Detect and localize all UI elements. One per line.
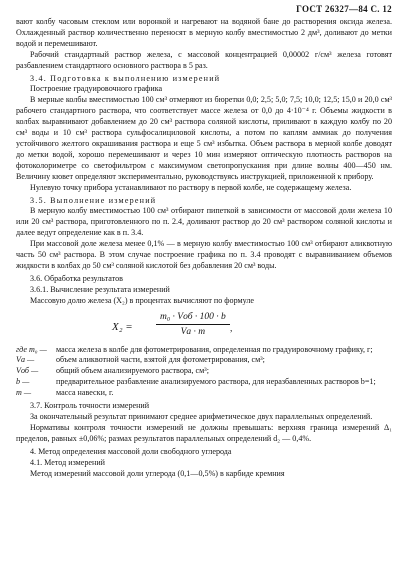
variable-symbol: Vоб — — [16, 366, 39, 376]
section-heading: 3.7. Контроль точности измерений — [30, 401, 150, 411]
paragraph: При массовой доле железа менее 0,1% — в мерную колбу вместимостью 100 см³ отбирают аликвотную часть 50 см³ раствора. В этом случае построение графика по п. 3.4 проводят с выравниванием объемов жидкости в колбах до 50 см³ соляной кислотой без добавления 20 см³ воды. — [16, 239, 392, 270]
paragraph: В мерную колбу вместимостью 100 см³ отбирают пипеткой в зависимости от массовой доли железа 10 или 20 см³ раствора, приготовленного по п. 2.4, доливают раствор до 20 см³ раствором соляной кислоты и далее ведут определение как в п. 3.4. — [16, 206, 392, 238]
variable-symbol: Vа — — [16, 355, 35, 365]
section-heading: 3.5. Выполнение измерений — [30, 195, 157, 205]
variable-description: общий объем анализируемого раствора, см³; — [56, 366, 209, 376]
variable-description: предварительное разбавление анализируемого раствора, для неразбавленных растворов b=1; — [56, 377, 376, 387]
paragraph: Массовую долю железа (X₂) в процентах вычисляют по формуле — [30, 295, 254, 305]
formula-denominator: Vа · m — [180, 326, 206, 337]
subheading: Построение градуировочного графика — [30, 84, 163, 94]
formula-fraction — [156, 310, 233, 339]
section-heading: 3.4. Подготовка к выполнению измерений — [30, 73, 221, 83]
variable-description: объем аликвотной части, взятой для фотометрирования, см³; — [56, 355, 265, 365]
section-heading: 4. Метод определения массовой доли свободного углерода — [30, 446, 232, 456]
formula-lhs: X₂ = — [112, 320, 133, 333]
paragraph: В мерные колбы вместимостью 100 см³ отмеряют из бюретки 0,0; 2,5; 5,0; 7,5; 10,0; 12,5; 15,0 и 20,0 см³ рабочего стандартного раствора, что соответствует массе железа от 0,0 до 4·10⁻⁴ г. Объемы жидкости в колбах выравнивают добавлением до 20 см³ раствора соляной кислоты, приливают в каждую колбу по 20 см³ воды и 10 см³ раствора сульфосалициловой кислоты, а потом по каплям аммиак до получения устойчивого желтого окрашивания раствора и еще 5 см³ избытка. Объем раствора в мерной колбе доводят до метки водой, хорошо перемешивают и через 10 мин измеряют оптическую плотность растворов на фотоколориметре со светофильтром с максимумом светопропускания при длине волны 400—450 нм. Величину кювет определяют экспериментально, руководствуясь инструкцией, приложенной к прибору. — [16, 95, 392, 181]
paragraph: За окончательный результат принимают среднее арифметическое двух параллельных определений. — [30, 412, 373, 421]
formula-numerator: m₀ · Vоб · 100 · b — [156, 310, 230, 325]
variable-definitions — [16, 345, 392, 400]
variable-description: масса навески, г. — [56, 388, 114, 398]
formula-tail: , — [230, 323, 233, 334]
variable-symbol: b — — [16, 377, 30, 387]
variable-symbol: m — — [16, 388, 32, 398]
subheading: 4.1. Метод измерений — [30, 457, 105, 467]
variable-symbol: где m₀ — — [16, 344, 47, 354]
paragraph: вают колбу часовым стеклом или воронкой и нагревают на водяной бане до растворения оксида железа. Охлажденный раствор количественно переносят в мерную колбу вместимостью 2 дм³, доливают до метки водой и перемешивают. — [16, 17, 392, 48]
paragraph: Нормативы контроля точности измерений не должны превышать: верхняя граница измерений Δ₁ пределов, равных ±0,06%; размах результатов параллельных определений d₂ — 0,4%. — [16, 422, 392, 443]
paragraph: Метод измерений массовой доли углерода (0,1—0,5%) в карбиде кремния — [30, 468, 285, 478]
paragraph: Нулевую точку прибора устанавливают по раствору в первой колбе, не содержащему железа. — [30, 182, 352, 192]
section-heading: 3.6. Обработка результатов — [30, 273, 123, 283]
subheading: 3.6.1. Вычисление результата измерений — [30, 284, 170, 294]
paragraph: Рабочий стандартный раствор железа, с массовой концентрацией 0,00002 г/см³ железа готовят разбавлением стандартного основного раствора в 5 раз. — [16, 49, 392, 70]
formula — [16, 310, 392, 344]
variable-description: масса железа в колбе для фотометрирования, определенная по градуировочному графику, г; — [56, 344, 373, 354]
page-header: ГОСТ 26327—84 С. 12 — [296, 4, 392, 14]
